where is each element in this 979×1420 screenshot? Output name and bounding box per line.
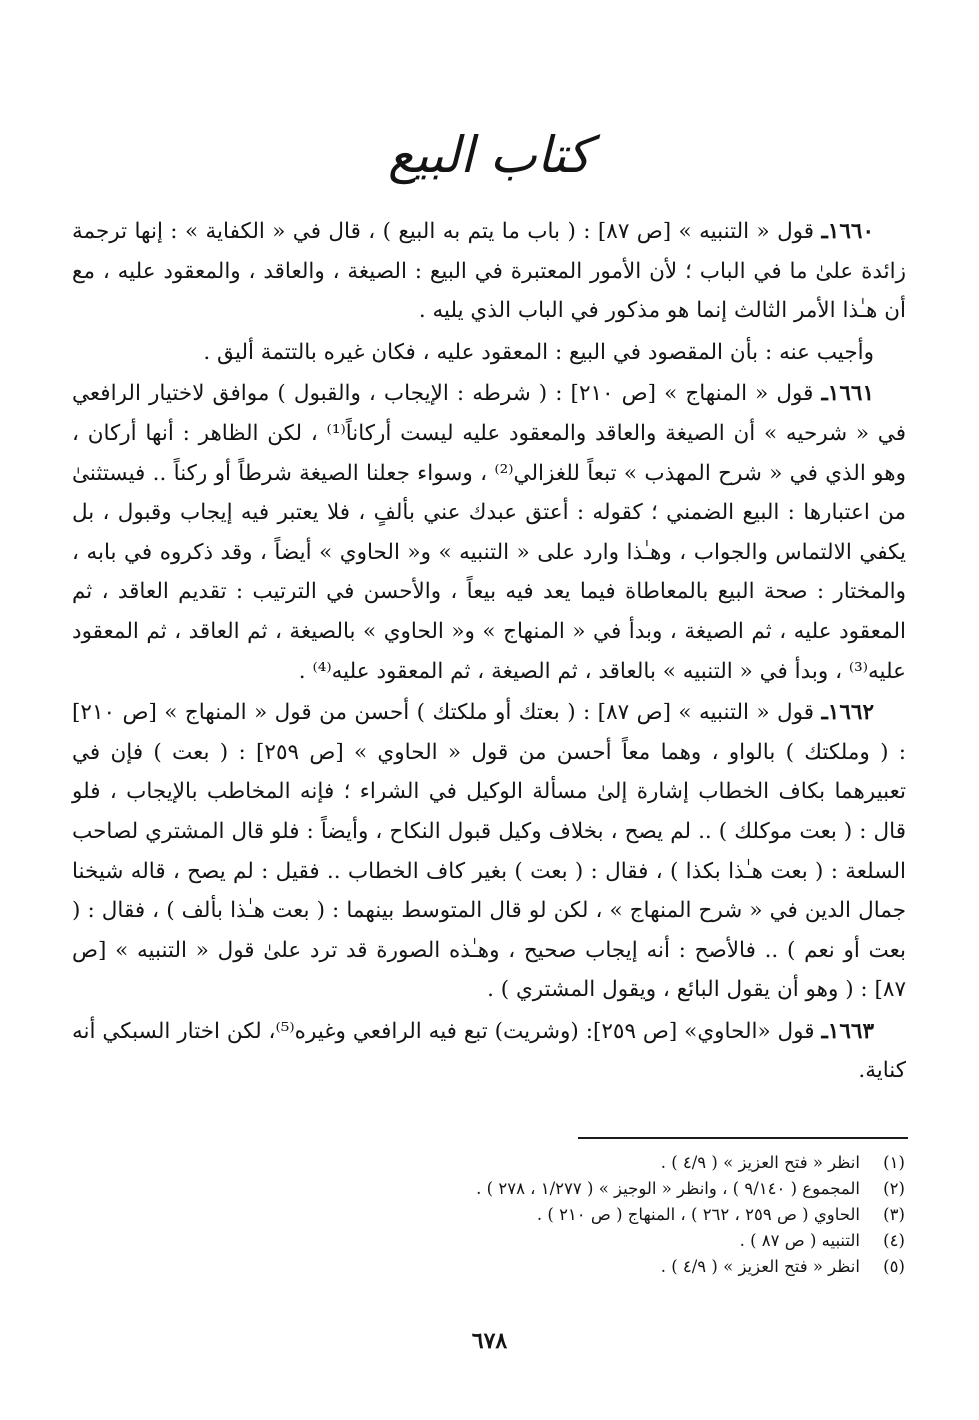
paragraph-number: ١٦٦٣ـ: [821, 1018, 874, 1044]
paragraph-number: ١٦٦٢ـ: [821, 700, 874, 726]
footnote: [72, 1202, 914, 1228]
paragraph-1661: [72, 374, 906, 691]
paragraph-1660: [72, 212, 906, 331]
paragraph-reply: [72, 333, 906, 373]
paragraph-number: ١٦٦٠ـ: [821, 219, 874, 244]
footnote-text: المجموع ( ٩/١٤٠ ) ، وانظر « الوجيز » ( ١/٢٧٧ ، ٢٧٨ ) .: [476, 1179, 860, 1198]
footnote: [72, 1150, 914, 1176]
paragraph-1663: [72, 1012, 906, 1091]
footnotes-divider: [578, 1137, 908, 1139]
footnote: [72, 1176, 914, 1202]
footnote-text: انظر « فتح العزيز » ( ٤/٩ ) .: [660, 1153, 860, 1172]
footnote-text: الحاوي ( ص ٢٥٩ ، ٢٦٢ ) ، المنهاج ( ص ٢١٠ ) .: [536, 1205, 860, 1224]
book-title: كتاب البيع: [387, 126, 591, 184]
footnote-number: (٣): [883, 1205, 905, 1224]
paragraph-1662: [72, 693, 906, 1010]
footnote: [72, 1228, 914, 1254]
footnote-text: انظر « فتح العزيز » ( ٤/٩ ) .: [660, 1257, 860, 1276]
paragraph-number: ١٦٦١ـ: [821, 381, 874, 407]
footnote-number: (٥): [883, 1257, 905, 1276]
page-number: ٦٧٨: [471, 1328, 508, 1354]
footnote-number: (١): [883, 1153, 905, 1172]
paragraph-text: وأجيب عنه : بأن المقصود في البيع : المعقود عليه ، فكان غيره بالتتمة أليق .: [203, 339, 874, 365]
footnote-text: التنبيه ( ص ٨٧ ) .: [739, 1231, 860, 1250]
paragraph-text: قول « المنهاج » [ص ٢١٠] : ( شرطه : الإيجاب ، والقبول ) موافق لاختيار الرافعي في « شرحيه » أن الصيغة والعاقد والمعقود عليه ليست أركاناً⁽¹⁾ ، لكن الظاهر : أنها أركان ، وهو الذي في « شرح المهذب » تبعاً للغزالي⁽²⁾ ، وسواء جعلنا الصيغة شرطاً أو ركناً .. فيستثنىٰ من اعتبارها : البيع الضمني ؛ كقوله : أعتق عبدك عني بألفٍ ، فلا يعتبر فيه إيجاب وقبول ، بل يكفي الالتماس والجواب ، وهـٰذا وارد على « التنبيه » و« الحاوي » أيضاً ، وقد ذكروه في بابه ، والمختار : صحة البيع بالمعاطاة فيما يعد فيه بيعاً ، والأحسن في الترتيب : تقديم العاقد ، ثم المعقود عليه ، ثم الصيغة ، وبدأ في « المنهاج » و« الحاوي » بالصيغة ، ثم العاقد ، ثم المعقود عليه⁽³⁾ ، وبدأ في « التنبيه » بالعاقد ، ثم الصيغة ، ثم المعقود عليه⁽⁴⁾ .: [72, 381, 906, 684]
footnote-number: (٢): [883, 1179, 905, 1198]
footnote: [72, 1254, 914, 1280]
footnote-number: (٤): [883, 1231, 905, 1250]
paragraph-text: قول « التنبيه » [ص ٨٧] : ( باب ما يتم به البيع ) ، قال في « الكفاية » : إنها ترجمة زائدة علىٰ ما في الباب ؛ لأن الأمور المعتبرة في البيع : الصيغة ، والعاقد ، والمعقود عليه ، مع أن هـٰذا الأمر الثالث إنما هو مذكور في الباب الذي يليه .: [72, 219, 906, 324]
paragraph-text: قول « التنبيه » [ص ٨٧] : ( بعتك أو ملكتك ) أحسن من قول « المنهاج » [ص ٢١٠] : ( وملكتك ) بالواو ، وهما معاً أحسن من قول « الحاوي » [ص ٢٥٩] : ( بعت ) فإن في تعبيرهما بكاف الخطاب إشارة إلىٰ مسألة الوكيل في الشراء ؛ فإنه المخاطب بالإيجاب ، فلو قال : ( بعت موكلك ) .. لم يصح ، بخلاف وكيل قبول النكاح ، وأيضاً : فلو قال المشتري لصاحب السلعة : ( بعت هـٰذا بكذا ) ، فقال : ( بعت ) بغير كاف الخطاب .. فقيل : لم يصح ، قاله شيخنا جمال الدين في « شرح المنهاج » ، لكن لو قال المتوسط بينهما : ( بعت هـٰذا بألف ) ، فقال : ( بعت أو نعم ) .. فالأصح : أنه إيجاب صحيح ، وهـٰذه الصورة قد ترد علىٰ قول « التنبيه » [ص ٨٧] : ( وهو أن يقول البائع ، ويقول المشتري ) .: [72, 700, 906, 1003]
paragraph-text: قول «الحاوي» [ص ٢٥٩]: (وشريت) تبع فيه الرافعي وغيره⁽⁵⁾، لكن اختار السبكي أنه كناية.: [72, 1018, 906, 1084]
footnotes: [72, 1150, 914, 1280]
body-text: [72, 212, 906, 1093]
